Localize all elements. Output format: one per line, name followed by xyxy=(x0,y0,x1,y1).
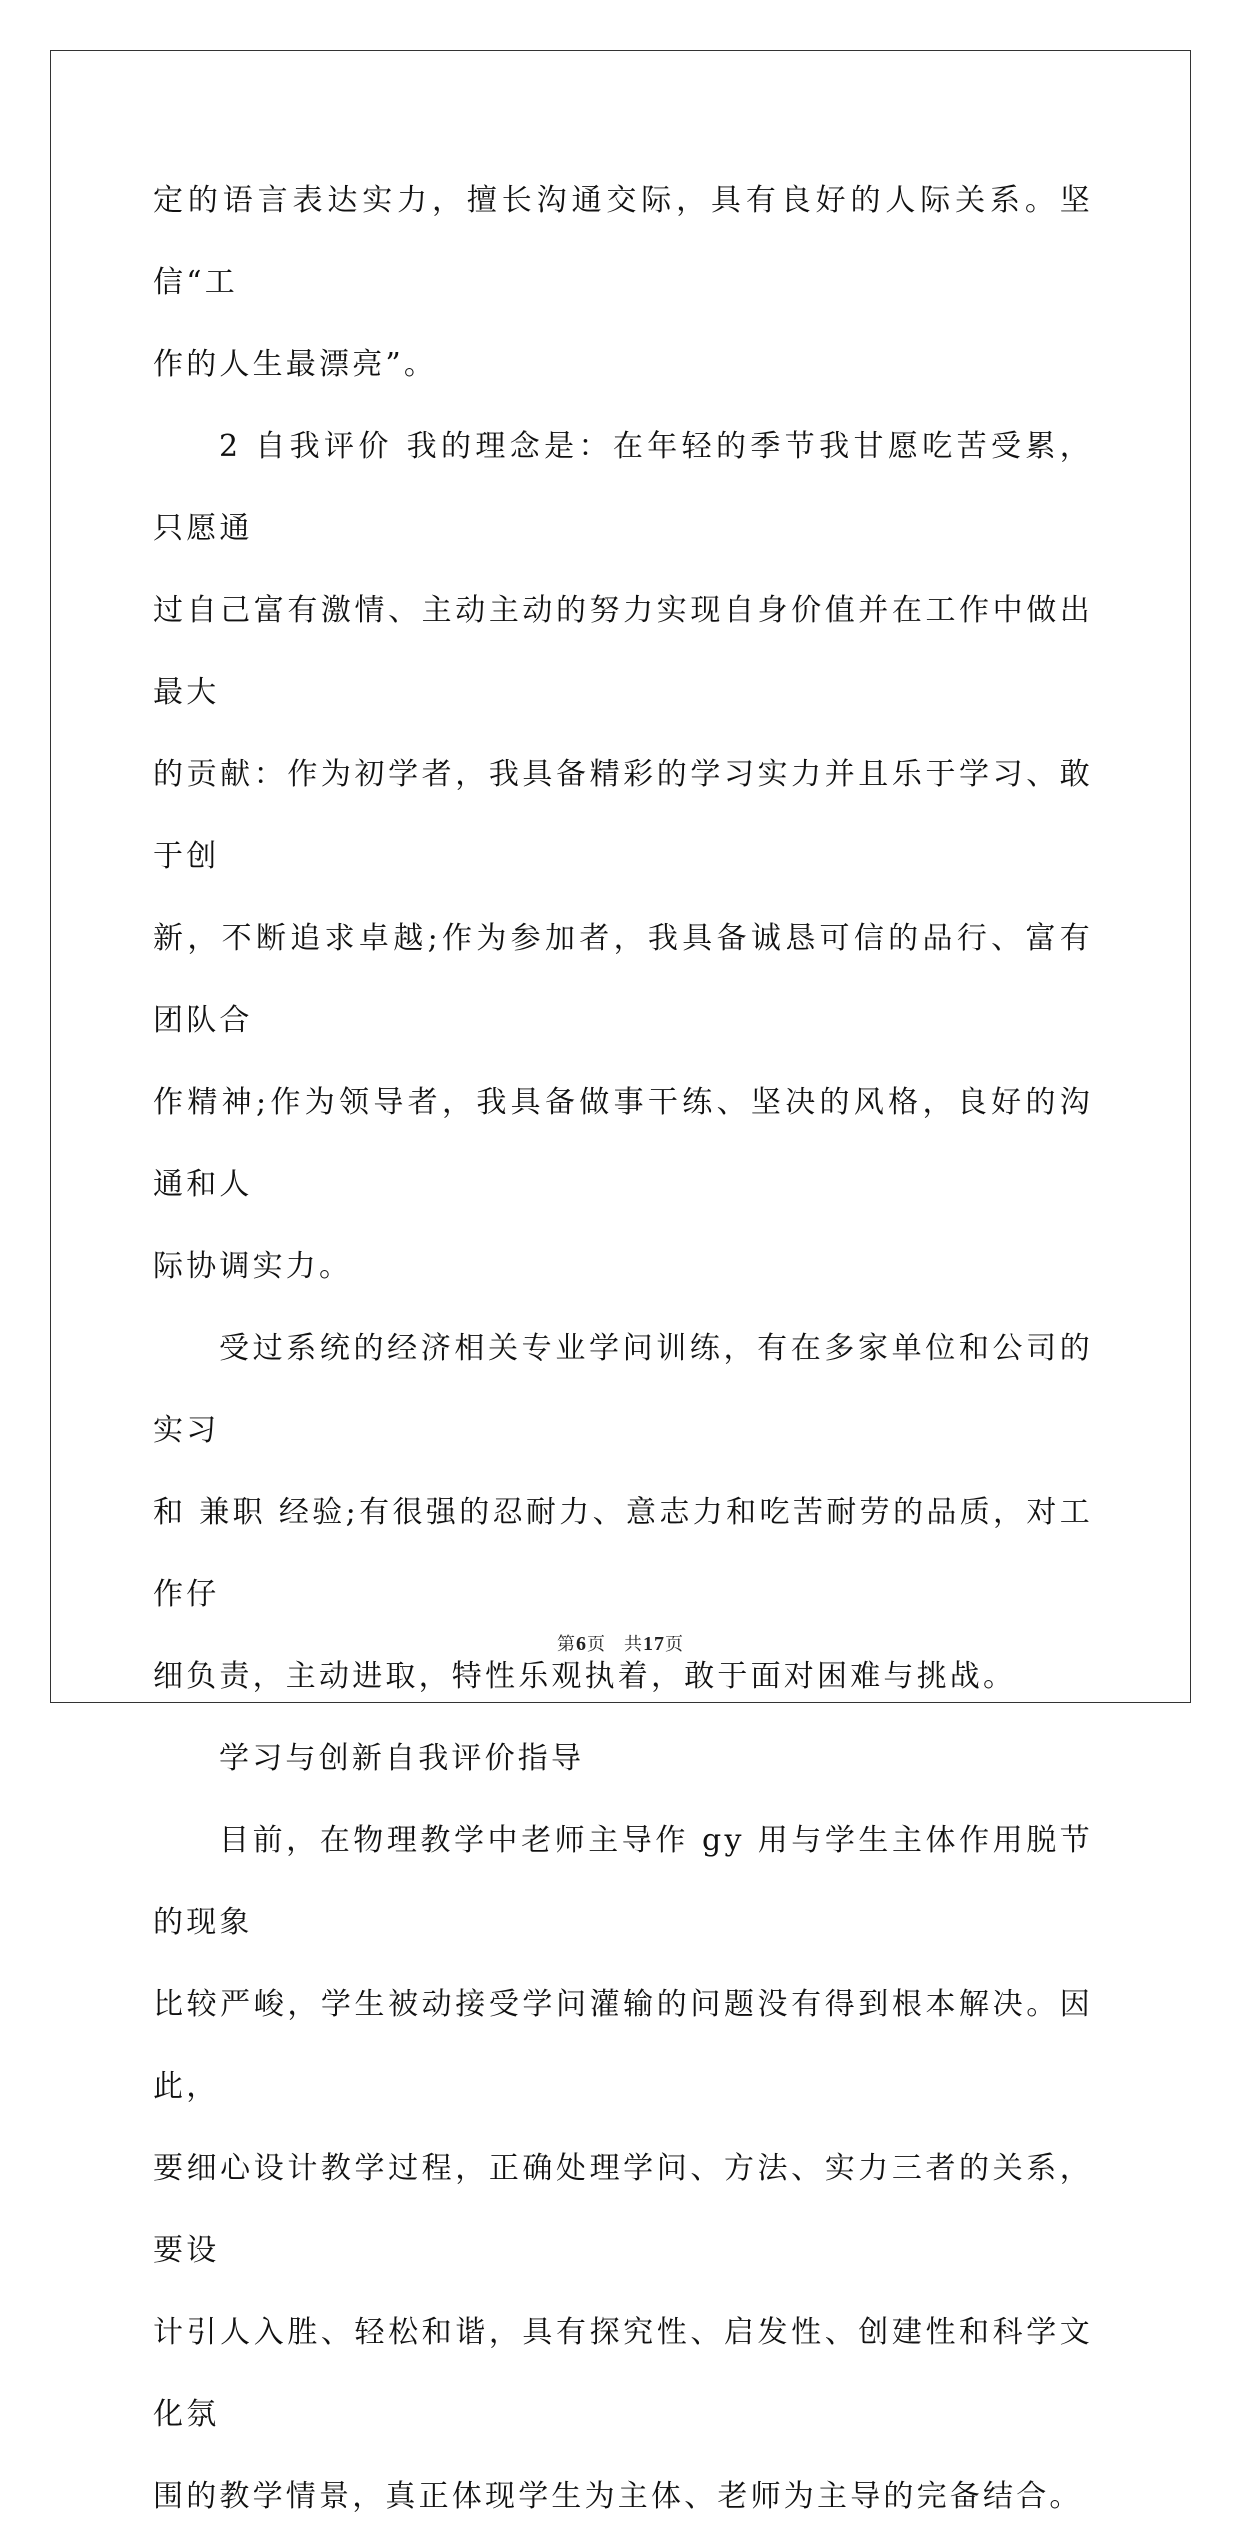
document-body xyxy=(153,160,1093,2538)
text-line: 和 兼职 经验;有很强的忍耐力、意志力和吃苦耐劳的品质，对工作仔 xyxy=(153,1495,1093,1612)
text-line: 比较严峻，学生被动接受学问灌输的问题没有得到根本解决。因此， xyxy=(153,1987,1093,2104)
text-line: 定的语言表达实力，擅长沟通交际，具有良好的人际关系。坚信“工 xyxy=(153,183,1093,300)
text-line: 新，不断追求卓越;作为参加者，我具备诚恳可信的品行、富有团队合 xyxy=(153,921,1093,1038)
footer-total-prefix: 共 xyxy=(624,1634,643,1655)
text-line: 际协调实力。 xyxy=(153,1249,353,1284)
current-page-number: 6 xyxy=(576,1633,587,1655)
text-line: 细负责，主动进取，特性乐观执着，敢于面对困难与挑战。 xyxy=(153,1659,1017,1694)
text-line: 作精神;作为领导者，我具备做事干练、坚决的风格，良好的沟通和人 xyxy=(153,1085,1093,1202)
section-heading xyxy=(153,1718,1093,1800)
footer-total-unit: 页 xyxy=(665,1634,684,1655)
text-line: 过自己富有激情、主动主动的努力实现自身价值并在工作中做出最大 xyxy=(153,593,1093,710)
footer-page-unit: 页 xyxy=(587,1634,606,1655)
text-line: 的贡献：作为初学者，我具备精彩的学习实力并且乐于学习、敢于创 xyxy=(153,757,1093,874)
text-line: 学习与创新自我评价指导 xyxy=(219,1741,585,1776)
text-line: 作的人生最漂亮”。 xyxy=(153,347,438,382)
text-line: 2 自我评价 我的理念是：在年轻的季节我甘愿吃苦受累，只愿通 xyxy=(153,429,1093,546)
page-number-footer xyxy=(0,1630,1241,1656)
paragraph-1 xyxy=(153,160,1093,406)
text-line: 受过系统的经济相关专业学问训练，有在多家单位和公司的实习 xyxy=(153,1331,1093,1448)
total-pages-number: 17 xyxy=(643,1633,665,1655)
text-line: 计引人入胜、轻松和谐，具有探究性、启发性、创建性和科学文化氛 xyxy=(153,2315,1093,2432)
text-line: 要细心设计教学过程，正确处理学问、方法、实力三者的关系，要设 xyxy=(153,2151,1093,2268)
footer-prefix: 第 xyxy=(557,1634,576,1655)
text-line: 围的教学情景，真正体现学生为主体、老师为主导的完备结合。 xyxy=(153,2479,1083,2514)
paragraph-2 xyxy=(153,406,1093,1308)
text-line: 目前，在物理教学中老师主导作 gy 用与学生主体作用脱节的现象 xyxy=(153,1823,1093,1940)
paragraph-5 xyxy=(153,1800,1093,2538)
paragraph-3 xyxy=(153,1308,1093,1718)
